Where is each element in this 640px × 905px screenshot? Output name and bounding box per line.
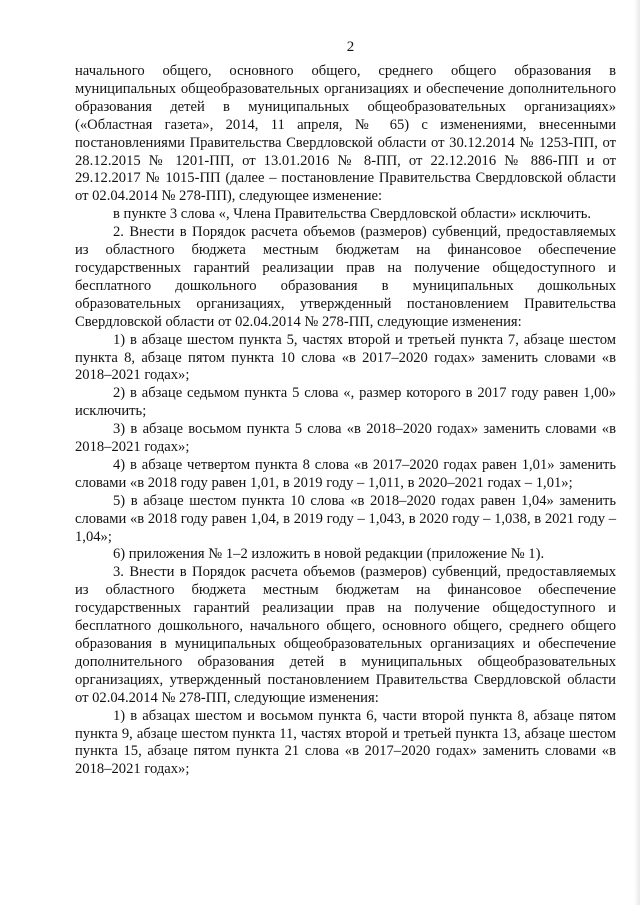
paragraph-section-3: 3. Внести в Порядок расчета объемов (размеров) субвенций, предоставляемых из областного бюджета местным бюджетам на финансовое обеспечение государственных гарантий реализации прав на получение общедоступного и бесплатного дошкольного, начального общего, основного общего, среднего общего образования в муниципальных общеобразовательных организациях и обеспечение дополнительного образования детей в муниципальных общеобразовательных организациях, утвержденный постановлением Правительства Свердловской области от 02.04.2014 № 278-ПП, следующие изменения: [75,564,616,706]
document-body [75,63,616,779]
paragraph-section-2-item-5: 5) в абзаце шестом пункта 10 слова «в 2018–2020 годах равен 1,04» заменить словами «в 2018 году равен 1,04, в 2019 году – 1,043, в 2020 году – 1,038, в 2021 году – 1,04»; [75,492,616,545]
paragraph-section-2-item-2: 2) в абзаце седьмом пункта 5 слова «, размер которого в 2017 году равен 1,00» исключить; [75,385,616,420]
paragraph-section-2: 2. Внести в Порядок расчета объемов (размеров) субвенций, предоставляемых из областного бюджета местным бюджетам на финансовое обеспечение государственных гарантий реализации прав на получение общедоступного и бесплатного дошкольного образования в муниципальных дошкольных образовательных организациях, утвержденный постановлением Правительства Свердловской области от 02.04.2014 № 278-ПП, следующие изменения: [75,224,616,330]
paragraph-item-3-deletion: в пункте 3 слова «, Члена Правительства Свердловской области» исключить. [113,206,592,223]
paragraph-continuation: начального общего, основного общего, среднего общего образования в муниципальных общеобразовательных организациях и обеспечение дополнительного образования детей в муниципальных общеобразовательных организациях» («Областная газета», 2014, 11 апреля, № 65) с изменениями, внесенными постановлениями Правительства Свердловской области от 30.12.2014 № 1253-ПП, от 28.12.2015 № 1201-ПП, от 13.01.2016 № 8-ПП, от 22.12.2016 № 886-ПП и от 29.12.2017 № 1015-ПП (далее – постановление Правительства Свердловской области от 02.04.2014 № 278-ПП), следующее изменение: [75,63,616,205]
paragraph-section-2-item-4: 4) в абзаце четвертом пункта 8 слова «в 2017–2020 годах равен 1,01» заменить словами «в 2018 году равен 1,01, в 2019 году – 1,011, в 2020–2021 годах – 1,01»; [75,456,616,491]
paragraph-section-2-item-6: 6) приложения № 1–2 изложить в новой редакции (приложение № 1). [113,546,545,563]
paragraph-section-2-item-1: 1) в абзаце шестом пункта 5, частях второй и третьей пункта 7, абзаце шестом пункта 8, абзаце пятом пункта 10 слова «в 2017–2020 годах» заменить словами «в 2018–2021 годах»; [75,331,616,384]
paragraph-section-3-item-1: 1) в абзацах шестом и восьмом пункта 6, части второй пункта 8, абзаце пятом пункта 9, абзаце шестом пункта 11, частях второй и третьей пункта 13, абзаце шестом пункта 15, абзаце пятом пункта 21 слова «в 2017–2020 годах» заменить словами «в 2018–2021 годах»; [75,707,616,778]
scan-edge-shadow [634,0,640,905]
paragraph-section-2-item-3: 3) в абзаце восьмом пункта 5 слова «в 2018–2020 годах» заменить словами «в 2018–2021 годах»; [75,421,616,456]
page-number: 2 [346,39,355,55]
